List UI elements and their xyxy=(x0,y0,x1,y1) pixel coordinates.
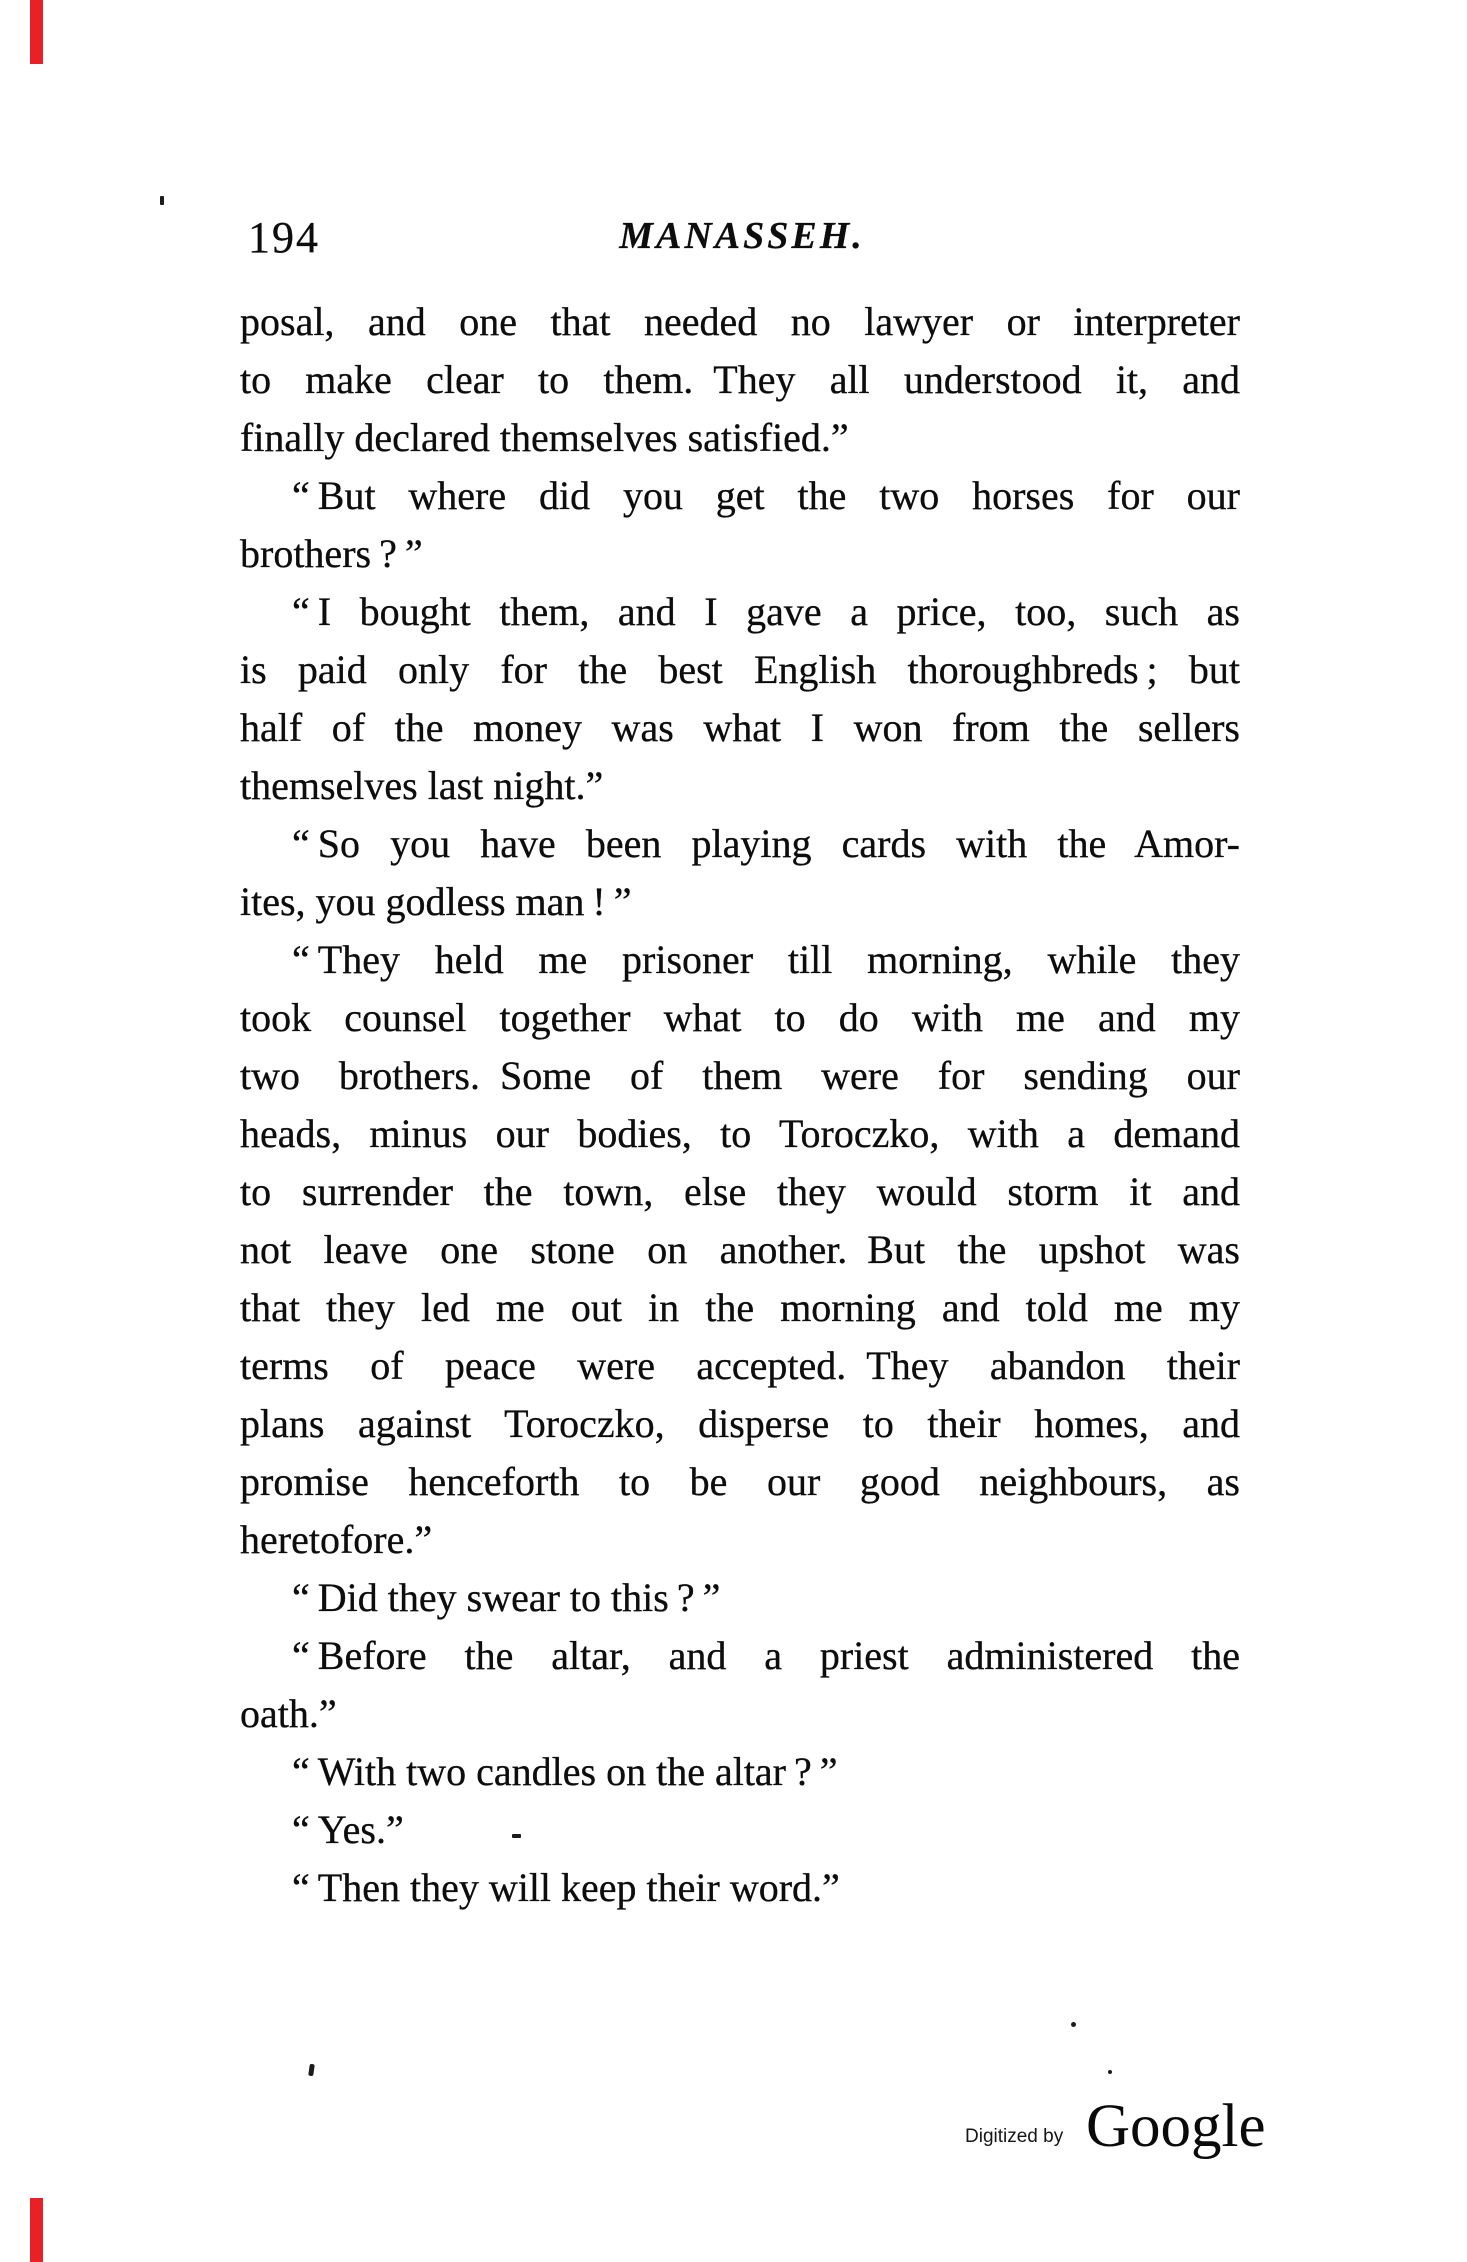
scan-edge-mark-bottom xyxy=(30,2198,43,2262)
text-line: took counsel together what to do with me and my xyxy=(240,995,1240,1040)
text-line: not leave one stone on another. But the upshot was xyxy=(240,1227,1240,1272)
text-line: “ Before the altar, and a priest administered the xyxy=(292,1633,1240,1678)
google-logo: Google xyxy=(1086,2093,1266,2160)
text-line: “ Then they will keep their word.” xyxy=(292,1865,840,1910)
text-line: “ I bought them, and I gave a price, too, such as xyxy=(292,589,1240,634)
text-line: oath.” xyxy=(240,1691,337,1736)
text-line: to surrender the town, else they would storm it and xyxy=(240,1169,1240,1214)
text-line: “ So you have been playing cards with the Amor- xyxy=(292,821,1240,866)
text-line: that they led me out in the morning and told me my xyxy=(240,1285,1240,1330)
text-line: “ With two candles on the altar ? ” xyxy=(292,1749,838,1794)
text-line: “ They held me prisoner till morning, while they xyxy=(292,937,1240,982)
text-line: is paid only for the best English thoroughbreds ; but xyxy=(240,647,1240,692)
text-line: brothers ? ” xyxy=(240,531,423,576)
text-line: finally declared themselves satisfied.” xyxy=(240,415,849,460)
ink-speck xyxy=(160,196,164,205)
text-line: half of the money was what I won from the sellers xyxy=(240,705,1240,750)
ink-speck xyxy=(1108,2070,1112,2074)
page-number: 194 xyxy=(248,213,320,262)
text-line: promise henceforth to be our good neighbours, as xyxy=(240,1459,1240,1504)
text-line: to make clear to them. They all understood it, and xyxy=(240,357,1240,402)
text-line: terms of peace were accepted. They abandon their xyxy=(240,1343,1240,1388)
text-line: “ Did they swear to this ? ” xyxy=(292,1575,721,1620)
page-text xyxy=(240,293,1240,1917)
text-line: two brothers. Some of them were for sending our xyxy=(240,1053,1240,1098)
ink-speck xyxy=(1071,2022,1076,2027)
text-line: heads, minus our bodies, to Toroczko, with a demand xyxy=(240,1111,1240,1156)
text-line: “ Yes.” xyxy=(292,1807,404,1852)
text-line: “ But where did you get the two horses for our xyxy=(292,473,1240,518)
text-line: plans against Toroczko, disperse to their homes, and xyxy=(240,1401,1240,1446)
scan-edge-mark-top xyxy=(30,0,43,64)
ink-speck xyxy=(308,2064,315,2077)
text-line: heretofore.” xyxy=(240,1517,433,1562)
text-line: ites, you godless man ! ” xyxy=(240,879,632,924)
running-title: MANASSEH. xyxy=(619,215,865,257)
text-line: themselves last night.” xyxy=(240,763,604,808)
text-line: posal, and one that needed no lawyer or interpreter xyxy=(240,299,1240,344)
digitized-by-label: Digitized by xyxy=(965,2126,1064,2147)
